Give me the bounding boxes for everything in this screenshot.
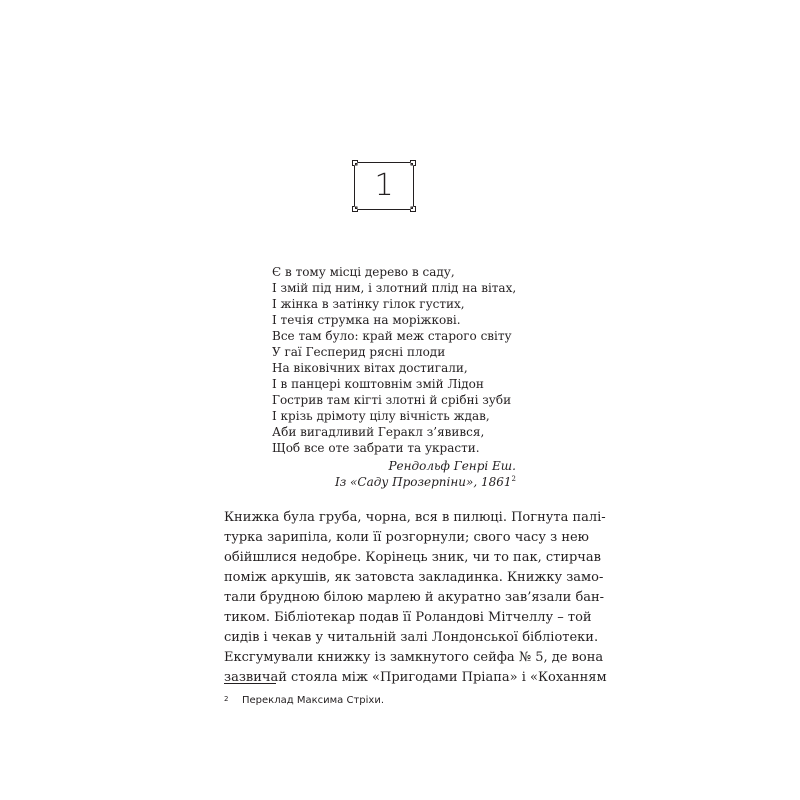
poem-line: І змій під ним, і злотний плід на вітах, — [272, 281, 517, 295]
footnote — [224, 692, 384, 708]
epigraph-source-text: Із «Саду Прозерпіни», 1861 — [334, 475, 512, 489]
epigraph-source — [300, 474, 516, 490]
poem-line: І течія струмка на моріжкові. — [272, 313, 461, 327]
poem-line: Гострив там кігті злотні й срібні зуби — [272, 393, 512, 407]
poem-line: І жінка в затінку гілок густих, — [272, 297, 465, 311]
body-line: тиком. Бібліотекар подав її Роландові Мітчеллу – той — [224, 610, 592, 625]
body-line: Книжка була груба, чорна, вся в пилюці. Погнута палі- — [224, 510, 606, 525]
footnote-text: Переклад Максима Стріхи. — [242, 695, 384, 706]
chapter-number: 1 — [374, 168, 394, 203]
poem-line: Все там було: край меж старого світу — [272, 329, 512, 343]
body-line: обійшлися недобре. Корінець зник, чи то пак, стирчав — [224, 550, 601, 565]
body-line: Ексгумували книжку із замкнутого сейфа № 5, де вона — [224, 650, 604, 665]
footnote-reference: 2 — [511, 475, 516, 483]
poem-line: І в панцері коштовнім змій Лідон — [272, 377, 484, 391]
poem-line: У гаї Гесперид рясні плоди — [272, 345, 446, 359]
poem-line: Щоб все оте забрати та украсти. — [272, 441, 480, 455]
poem-line: На віковічних вітах достигали, — [272, 361, 468, 375]
epigraph-poem — [272, 264, 532, 456]
body-line: тали брудною білою марлею й акуратно зав’язали бан- — [224, 590, 605, 605]
poem-line: Є в тому місці дерево в саду, — [272, 265, 455, 279]
body-line: поміж аркушів, як затовста закладинка. Книжку замо- — [224, 570, 604, 585]
chapter-number-frame — [351, 159, 417, 213]
body-paragraph — [224, 508, 607, 688]
poem-line: І крізь дрімоту цілу вічність ждав, — [272, 409, 490, 423]
body-line: турка зарипіла, коли її розгорнули; свого часу з нею — [224, 530, 589, 545]
footnote-divider — [224, 683, 276, 684]
poem-line: Аби вигадливий Геракл з’явився, — [272, 425, 485, 439]
epigraph-author: Рендольф Генрі Еш. — [388, 459, 516, 473]
footnote-mark: 2 — [224, 695, 229, 703]
body-line: сидів і чекав у читальній залі Лондонської бібліотеки. — [224, 630, 599, 645]
body-line: зазвичай стояла між «Пригодами Пріапа» і «Коханням — [224, 670, 607, 685]
